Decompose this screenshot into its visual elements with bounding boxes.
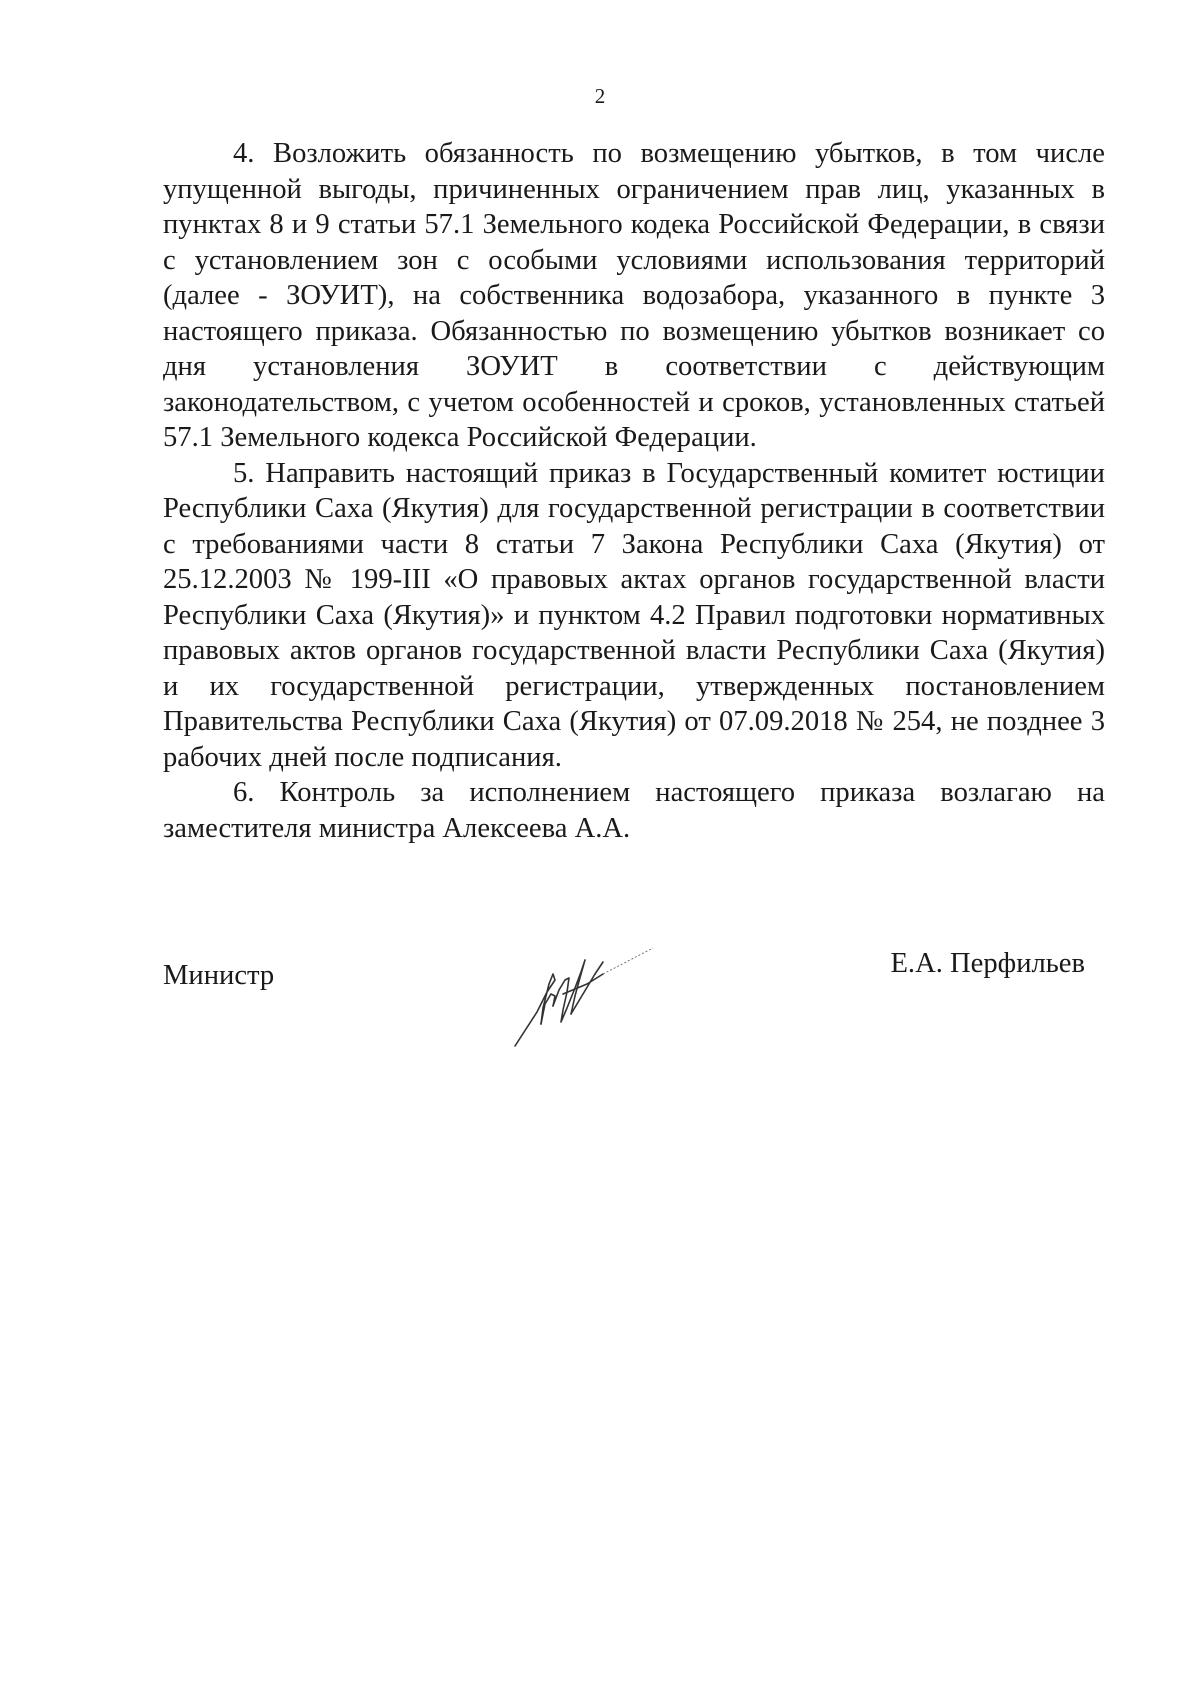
handwritten-signature <box>503 934 663 1054</box>
signatory-title: Министр <box>163 960 275 991</box>
paragraph-5: 5. Направить настоящий приказ в Государственный комитет юстиции Республики Саха (Якутия) для государственной регистрации в соответствии с требованиями части 8 статьи 7 Закона Республики Саха (Якутия) от 25.12.2003 № 199-III «О правовых актах органов государственной власти Республики Саха (Якутия)» и пунктом 4.2 Правил подготовки нормативных правовых актов органов государственной власти Республики Саха (Якутия) и их государственной регистрации, утвержденных постановлением Правительства Республики Саха (Якутия) от 07.09.2018 № 254, не позднее 3 рабочих дней после подписания. <box>163 457 1105 773</box>
document-body <box>163 136 1105 846</box>
page-number: 2 <box>594 84 606 108</box>
paragraph-4: 4. Возложить обязанность по возмещению убытков, в том числе упущенной выгоды, причиненных ограничением прав лиц, указанных в пунктах 8 и 9 статьи 57.1 Земельного кодека Российской Федерации, в связи с установлением зон с особыми условиями использования территорий (далее - ЗОУИТ), на собственника водозабора, указанного в пункте 3 настоящего приказа. Обязанностью по возмещению убытков возникает со дня установления ЗОУИТ в соответствии с действующим законодательством, с учетом особенностей и сроков, установленных статьей 57.1 Земельного кодекса Российской Федерации. <box>163 138 1105 453</box>
paragraph-6: 6. Контроль за исполнением настоящего приказа возлагаю на заместителя министра Алексеева А.А. <box>163 777 1105 844</box>
signature-block <box>163 948 1105 1090</box>
signatory-name: Е.А. Перфильев <box>890 948 1085 979</box>
